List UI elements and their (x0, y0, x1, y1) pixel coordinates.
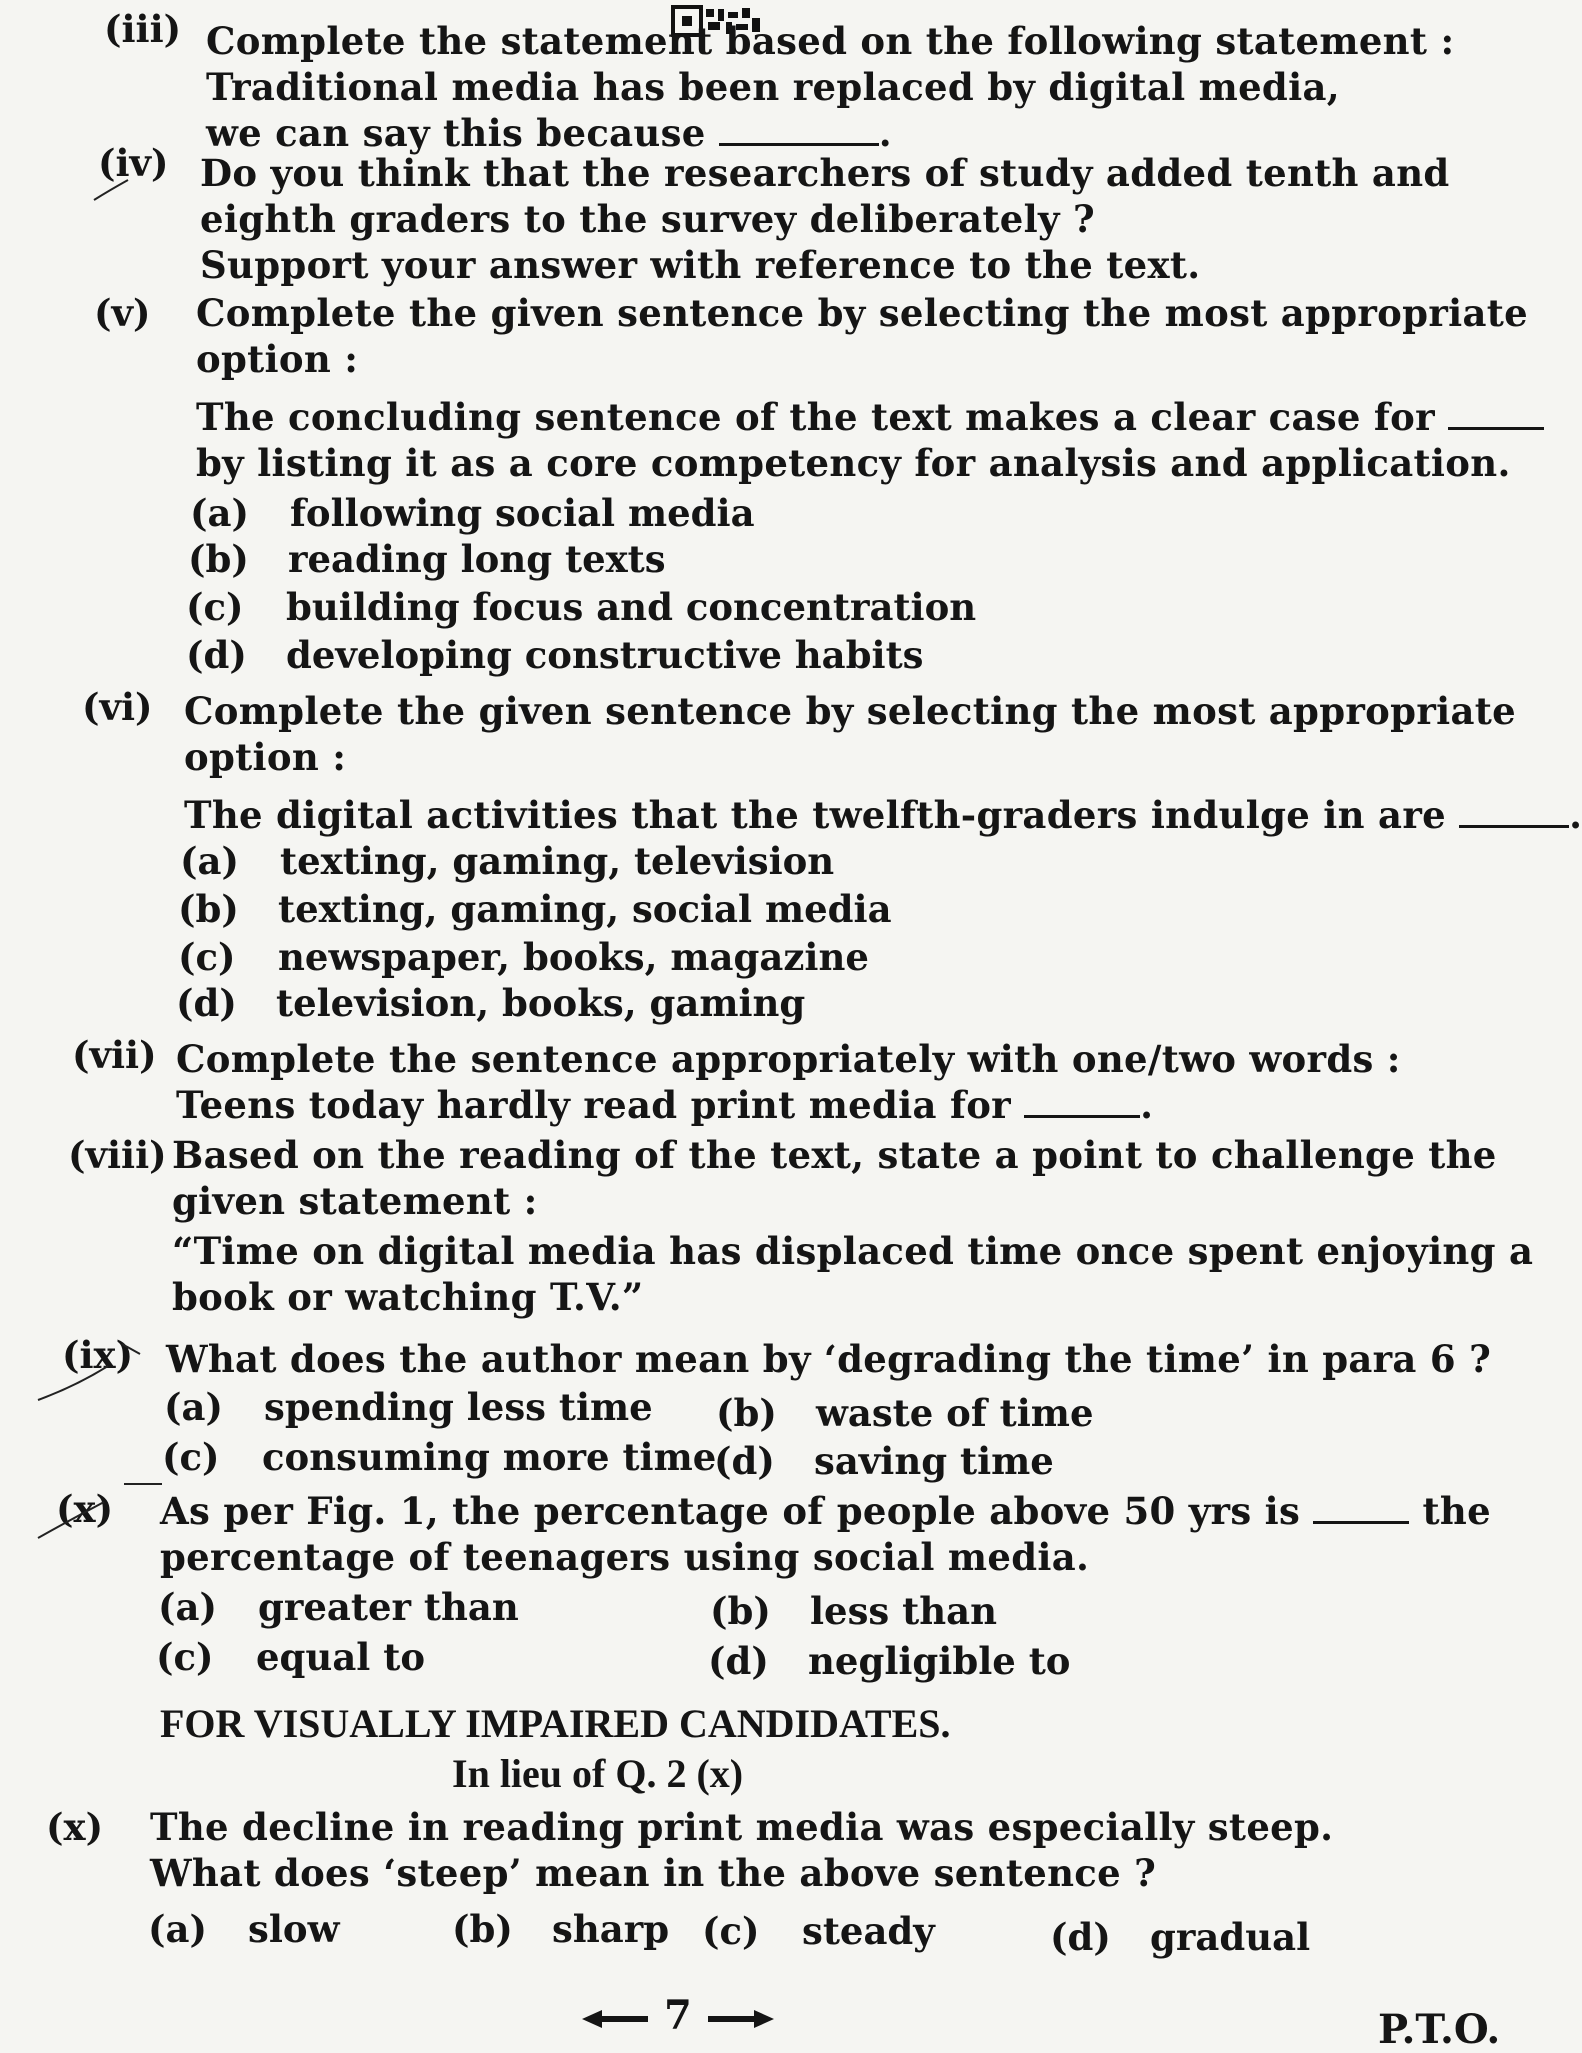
answer-blank (719, 113, 879, 146)
question-vi-x-text (150, 1804, 1333, 1896)
pen-strike-mark-icon (36, 1336, 136, 1402)
option-text: negligible to (808, 1639, 1071, 1683)
option-item (162, 1434, 716, 1480)
option-item (452, 1906, 669, 1952)
question-line: Teens today hardly read print media for . (176, 1083, 1154, 1127)
option-label: (c) (186, 585, 244, 629)
question-v-text (196, 290, 1544, 486)
option-item (186, 584, 976, 630)
answer-blank (1024, 1085, 1140, 1118)
option-item (158, 1584, 519, 1630)
question-line: by listing it as a core competency for analysis and application. (196, 441, 1511, 485)
question-number: (iii) (104, 7, 182, 51)
option-label: (b) (178, 887, 239, 931)
option-text: sharp (552, 1907, 670, 1951)
option-item (156, 1634, 425, 1680)
option-text: equal to (256, 1635, 425, 1679)
option-item (178, 886, 892, 932)
option-label: (b) (188, 537, 249, 581)
pto-label: P.T.O. (1378, 2006, 1501, 2053)
question-line: The decline in reading print media was especially steep. (150, 1805, 1334, 1849)
question-line-text: The concluding sentence of the text makes a clear case for (196, 395, 1435, 439)
question-number: (viii) (68, 1133, 167, 1177)
option-label: (a) (148, 1907, 207, 1951)
option-item (180, 838, 834, 884)
question-line: Based on the reading of the text, state a point to challenge the (172, 1133, 1497, 1177)
answer-blank (1448, 397, 1544, 430)
question-line: What does the author mean by ‘degrading the time’ in para 6 ? (166, 1337, 1492, 1381)
question-line-text: Teens today hardly read print media for (176, 1083, 1011, 1127)
option-item (714, 1438, 1054, 1484)
option-label: (d) (714, 1439, 775, 1483)
option-text: gradual (1150, 1915, 1311, 1959)
question-line: book or watching T.V.” (172, 1275, 644, 1319)
option-label: (d) (186, 633, 247, 677)
question-line-text: we can say this because (206, 111, 706, 155)
option-label: (b) (452, 1907, 513, 1951)
question-line (160, 1488, 1491, 1534)
option-item (186, 632, 924, 678)
answer-blank (1313, 1491, 1409, 1524)
option-text: greater than (258, 1585, 519, 1629)
question-vi-text (184, 688, 1582, 838)
option-item (710, 1588, 997, 1634)
answer-blank (1459, 795, 1569, 828)
question-line: Traditional media has been replaced by digital media, (206, 65, 1340, 109)
question-number: (v) (94, 291, 151, 335)
question-number: (x) (56, 1487, 114, 1531)
option-label: (b) (716, 1391, 777, 1435)
option-text: newspaper, books, magazine (278, 935, 869, 979)
option-label: (d) (176, 981, 237, 1025)
option-label: (c) (162, 1435, 220, 1479)
question-line: The digital activities that the twelfth-graders indulge in are . (184, 793, 1582, 837)
question-line: percentage of teenagers using social media. (160, 1535, 1090, 1579)
question-number: (ix) (62, 1333, 134, 1377)
arrow-ornament-icon (706, 2008, 776, 2030)
pen-tick-mark-icon (92, 178, 132, 204)
option-text: less than (810, 1589, 998, 1633)
question-line: eighth graders to the survey deliberately ? (200, 197, 1095, 241)
option-label: (b) (710, 1589, 771, 1633)
option-item (190, 490, 755, 536)
option-text: reading long texts (288, 537, 666, 581)
question-line: Do you think that the researchers of study added tenth and (200, 151, 1450, 195)
option-text: television, books, gaming (276, 981, 806, 1025)
option-label: (c) (156, 1635, 214, 1679)
section-heading: FOR VISUALLY IMPAIRED CANDIDATES. (160, 1701, 951, 1746)
option-item (1050, 1914, 1310, 1960)
question-vii-text (176, 1036, 1401, 1128)
option-label: (d) (1050, 1915, 1111, 1959)
option-text: consuming more time (262, 1435, 717, 1479)
page-number-footer (580, 1992, 776, 2039)
option-text: texting, gaming, television (280, 839, 835, 883)
question-line: Complete the sentence appropriately with one/two words : (176, 1037, 1401, 1081)
question-line: Complete the given sentence by selecting the most appropriate (196, 291, 1528, 335)
option-text: following social media (290, 491, 755, 535)
question-line-text: As per Fig. 1, the percentage of people above 50 yrs is (160, 1489, 1301, 1533)
option-item (176, 980, 805, 1026)
option-label: (c) (178, 935, 236, 979)
option-label: (a) (180, 839, 239, 883)
question-iv-text (200, 150, 1450, 288)
question-line: Support your answer with reference to the text. (200, 243, 1201, 287)
question-line: given statement : (172, 1179, 538, 1223)
question-line: Complete the statement based on the following statement : (206, 19, 1455, 63)
question-number: (iv) (98, 141, 169, 185)
option-item (188, 536, 666, 582)
arrow-ornament-icon (580, 2008, 650, 2030)
question-viii-text (172, 1132, 1533, 1320)
option-text: saving time (814, 1439, 1054, 1483)
question-line-text: the (1422, 1489, 1491, 1533)
option-item (716, 1390, 1093, 1436)
question-line: What does ‘steep’ mean in the above sentence ? (150, 1851, 1157, 1895)
question-line: we can say this because . (206, 111, 892, 155)
page-number: 7 (663, 1992, 692, 2039)
question-number: (vi) (82, 685, 153, 729)
question-line-text: The digital activities that the twelfth-graders indulge in are (184, 793, 1446, 837)
pen-strike-mark-icon (34, 1480, 164, 1540)
option-text: spending less time (264, 1385, 653, 1429)
question-iii-text (206, 18, 1454, 156)
option-text: building focus and concentration (286, 585, 977, 629)
option-item (164, 1384, 653, 1430)
question-line: Complete the given sentence by selecting the most appropriate (184, 689, 1516, 733)
option-item (708, 1638, 1070, 1684)
question-x-text (160, 1488, 1491, 1580)
question-line (196, 394, 1544, 440)
question-ix-text (166, 1336, 1491, 1382)
option-label: (a) (158, 1585, 217, 1629)
option-item (178, 934, 869, 980)
option-text: waste of time (816, 1391, 1094, 1435)
option-label: (a) (190, 491, 249, 535)
option-label: (c) (702, 1909, 760, 1953)
question-line: option : (196, 337, 359, 381)
question-line: “Time on digital media has displaced time once spent enjoying a (172, 1229, 1534, 1273)
question-line: option : (184, 735, 347, 779)
section-subheading: In lieu of Q. 2 (x) (452, 1751, 744, 1796)
option-label: (d) (708, 1639, 769, 1683)
question-number: (x) (46, 1805, 104, 1849)
option-text: texting, gaming, social media (278, 887, 892, 931)
option-text: slow (248, 1907, 340, 1951)
option-label: (a) (164, 1385, 223, 1429)
option-item (702, 1908, 935, 1954)
question-number: (vii) (72, 1033, 157, 1077)
option-item (148, 1906, 339, 1952)
option-text: steady (802, 1909, 935, 1953)
option-text: developing constructive habits (286, 633, 924, 677)
